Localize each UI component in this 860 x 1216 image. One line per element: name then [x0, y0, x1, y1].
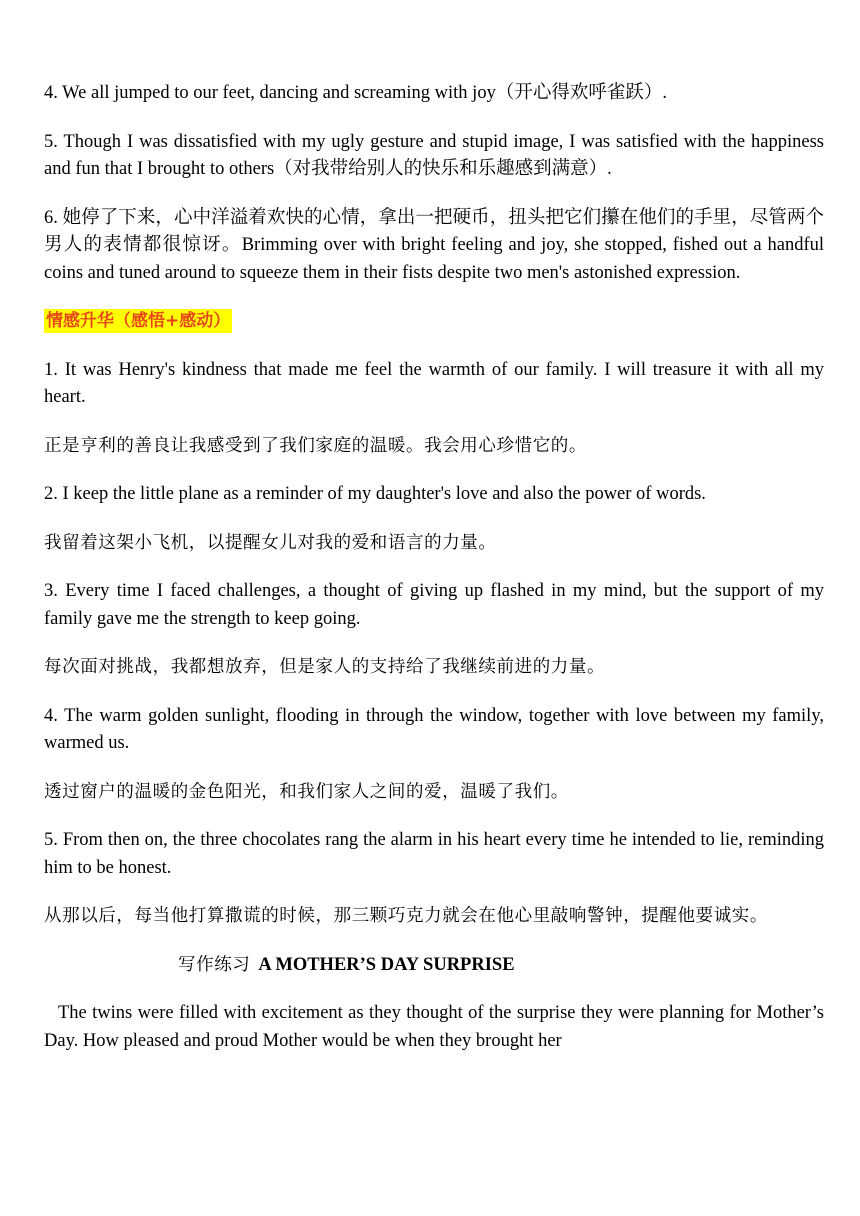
item-top-5: 5. Though I was dissatisfied with my ugly gesture and stupid image, I was satisfied with the happiness and fun that I brought to others（对我带给别人的快乐和乐趣感到满意）. [44, 131, 824, 179]
practice-paragraph: The twins were filled with excitement as they thought of the surprise they were planning for Mother’s Day. How pleased and proud Mother would be when they brought her [44, 1003, 824, 1051]
section-label-highlight: 情感升华（感悟+感动） [46, 311, 231, 331]
emotion-item-5-en: 5. From then on, the three chocolates rang the alarm in his heart every time he intended to lie, reminding him to be honest. [44, 830, 824, 878]
practice-label: 写作练习 [178, 954, 251, 975]
item-top-4: 4. We all jumped to our feet, dancing and screaming with joy（开心得欢呼雀跃）. [44, 83, 667, 103]
section-label-line [44, 308, 824, 336]
document-page [44, 80, 824, 1076]
emotion-item-2-zh: 我留着这架小飞机，以提醒女儿对我的爱和语言的力量。 [44, 532, 497, 553]
emotion-item-3-zh: 每次面对挑战，我都想放弃，但是家人的支持给了我继续前进的力量。 [44, 657, 606, 677]
emotion-item-2-en: 2. I keep the little plane as a reminder of my daughter's love and also the power of words. [44, 484, 706, 504]
emotion-item-3-en: 3. Every time I faced challenges, a thought of giving up flashed in my mind, but the support of my family gave me the strength to keep going. [44, 581, 824, 629]
emotion-item-1-zh: 正是亨利的善良让我感受到了我们家庭的温暖。我会用心珍惜它的。 [44, 435, 587, 456]
emotion-item-4-zh: 透过窗户的温暖的金色阳光，和我们家人之间的爱，温暖了我们。 [44, 781, 569, 802]
practice-heading [44, 952, 824, 980]
item-top-6: 6. 她停了下来，心中洋溢着欢快的心情，拿出一把硬币，扭头把它们攥在他们的手里，尽管两个男人的表情都很惊讶。Brimming over with bright feeling and joy, she stopped, fished out a handful coins and tuned around to squeeze them in their fists despite two men's astonished expression. [44, 207, 824, 283]
emotion-item-4-en: 4. The warm golden sunlight, flooding in through the window, together with love between my family, warmed us. [44, 705, 824, 753]
emotion-item-5-zh: 从那以后，每当他打算撒谎的时候，那三颗巧克力就会在他心里敲响警钟，提醒他要诚实。 [44, 906, 768, 926]
emotion-item-1-en: 1. It was Henry's kindness that made me feel the warmth of our family. I will treasure it with all my heart. [44, 359, 824, 407]
practice-title: A MOTHER’S DAY SURPRISE [258, 954, 515, 975]
